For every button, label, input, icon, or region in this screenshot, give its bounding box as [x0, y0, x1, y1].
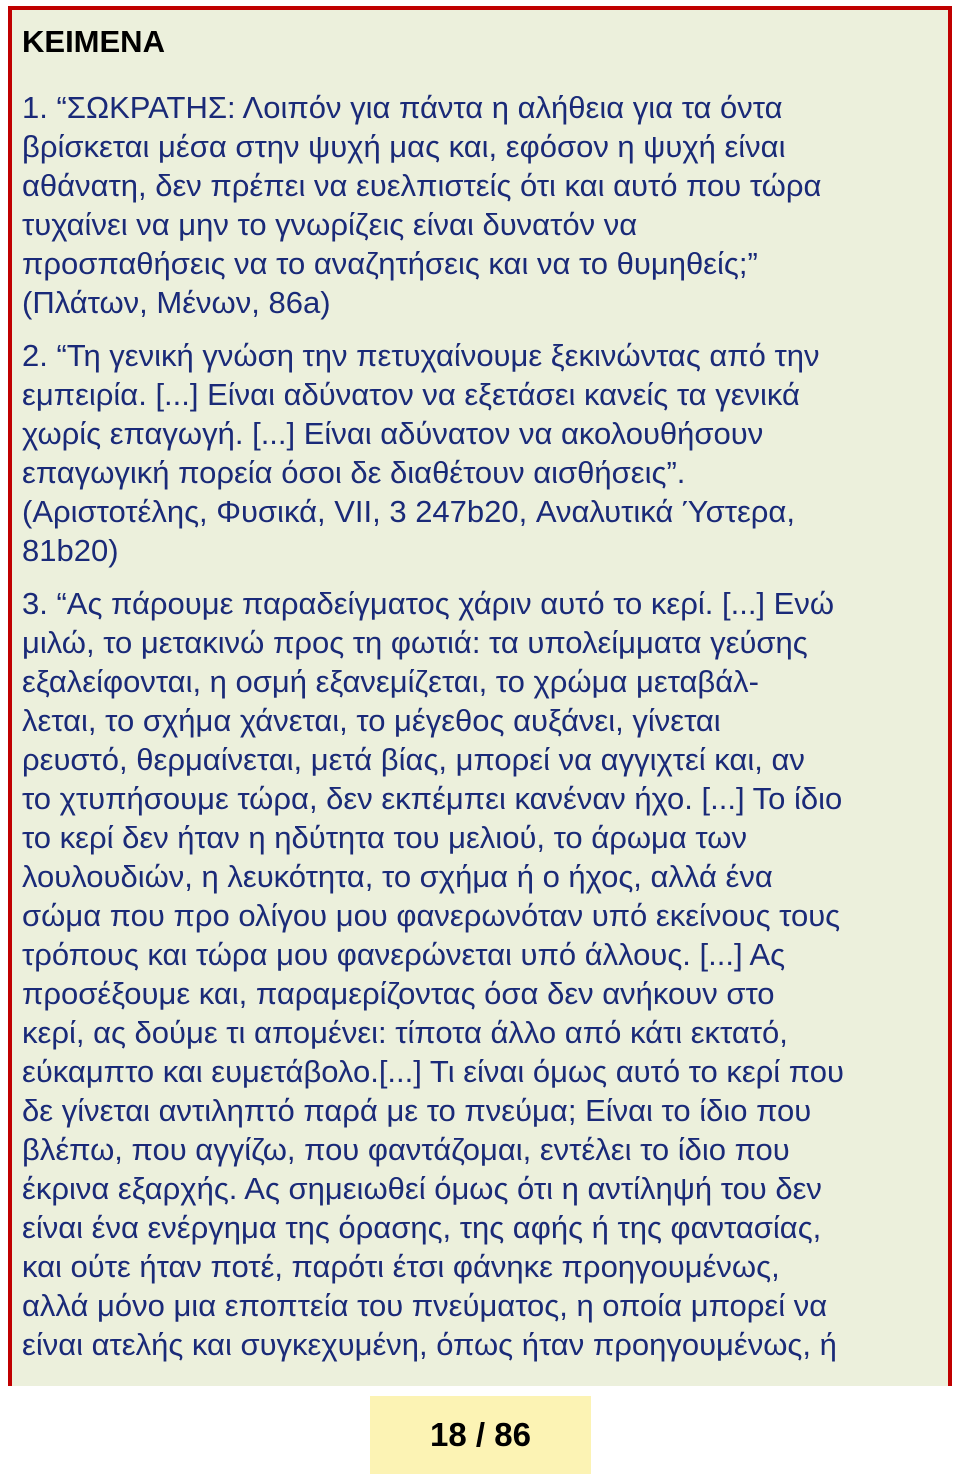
text-paragraph-2: 2. “Τη γενική γνώση την πετυχαίνουμε ξεκινώντας από την εμπειρία. [...] Είναι αδύνατον να εξετάσει κανείς τα γενικά χωρίς επαγωγή. [...] Είναι αδύνατον να ακολουθήσουν επαγωγική πορεία όσοι δε διαθέτουν αισθήσεις”. (Αριστοτέλης, Φυσικά, VII, 3 247b20, Αναλυτικά Ύστερα, 81b20): [22, 338, 820, 568]
text-paragraph-1: 1. “ΣΩΚΡΑΤΗΣ: Λοιπόν για πάντα η αλήθεια για τα όντα βρίσκεται μέσα στην ψυχή μας και, εφόσον η ψυχή είναι αθάνατη, δεν πρέπει να ευελπιστείς ότι και αυτό που τώρα τυχαίνει να μην το γνωρίζεις είναι δυνατόν να προσπαθήσεις να το αναζητήσεις και να το θυμηθείς;” (Πλάτων, Μένων, 86a): [22, 90, 822, 320]
section-heading: ΚΕΙΜΕΝΑ: [22, 24, 165, 59]
document-content: [22, 18, 942, 1378]
document-frame: [8, 6, 952, 1386]
page-indicator-box: [370, 1396, 591, 1474]
text-paragraph-3: 3. “Ας πάρουμε παραδείγματος χάριν αυτό το κερί. [...] Ενώ μιλώ, το μετακινώ προς τη φωτιά: τα υπολείμματα γεύσης εξαλείφονται, η οσμή εξανεμίζεται, το χρώμα μεταβάλ- λεται, το σχήμα χάνεται, το μέγεθος αυξάνει, γίνεται ρευστό, θερμαίνεται, μετά βίας, μπορεί να αγγιχτεί και, αν το χτυπήσουμε τώρα, δεν εκπέμπει κανέναν ήχο. [...] Το ίδιο το κερί δεν ήταν η ηδύτητα του μελιού, το άρωμα των λουλουδιών, η λευκότητα, το σχήμα ή ο ήχος, αλλά ένα σώμα που προ ολίγου μου φανερωνόταν υπό εκείνους τους τρόπους και τώρα μου φανερώνεται υπό άλλους. [...] Ας προσέξουμε και, παραμερίζοντας όσα δεν ανήκουν στο κερί, ας δούμε τι απομένει: τίποτα άλλο από κάτι εκτατό, εύκαμπτο και ευμετάβολο.[...] Τι είναι όμως αυτό το κερί που δε γίνεται αντιληπτό παρά με το πνεύμα; Είναι το ίδιο που βλέπω, που αγγίζω, που φαντάζομαι, εντέλει το ίδιο που έκρινα εξαρχής. Ας σημειωθεί όμως ότι η αντίληψή του δεν είναι ένα ενέργημα της όρασης, της αφής ή της φαντασίας, και ούτε ήταν ποτέ, παρότι έτσι φάνηκε προηγουμένως, αλλά μόνο μια εποπτεία του πνεύματος, η οποία μπορεί να είναι ατελής και συγκεχυμένη, όπως ήταν προηγουμένως, ή: [22, 586, 844, 1362]
page-number: 18 / 86: [430, 1416, 531, 1453]
